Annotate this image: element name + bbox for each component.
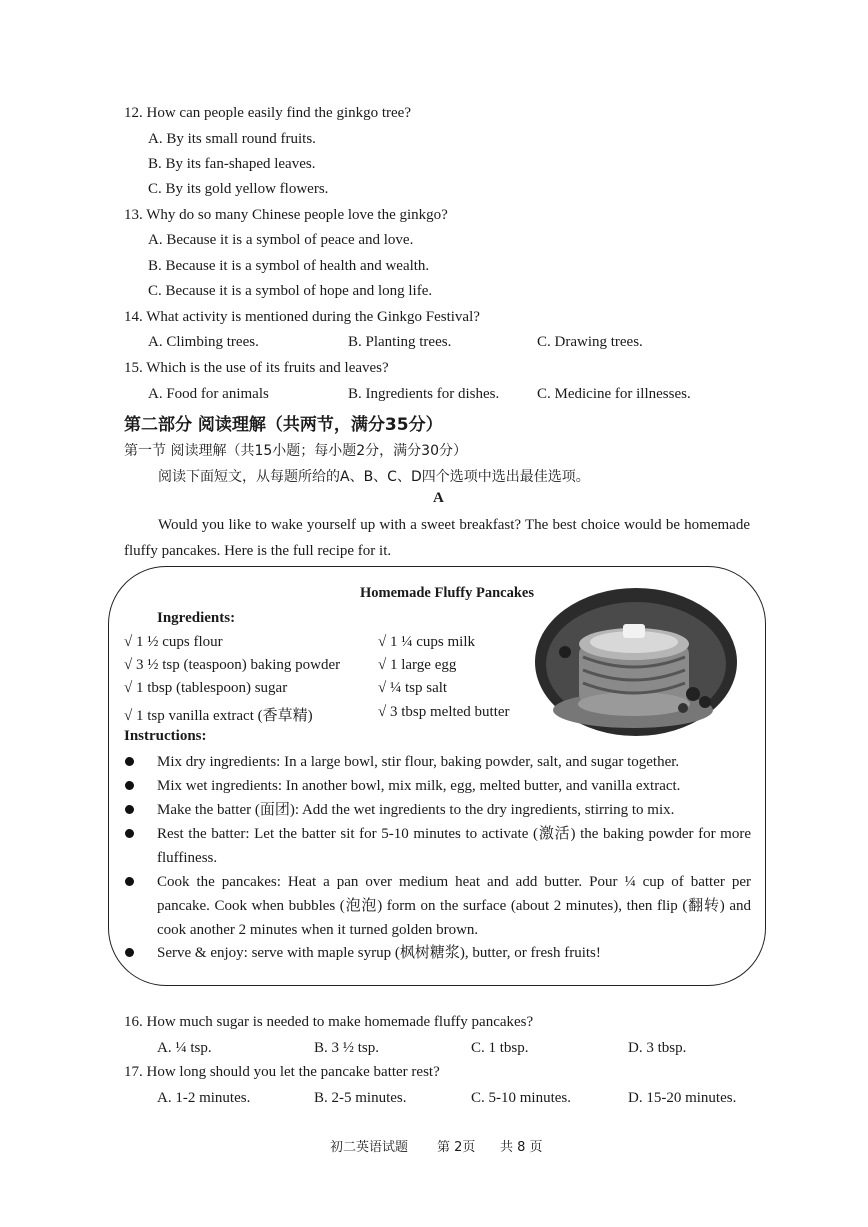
bullet-icon: [125, 829, 134, 838]
ingredient-item: √ 1 large egg: [378, 657, 457, 673]
ingredient-item: √ 1 tsp vanilla extract (香草精): [124, 708, 313, 724]
option-b: B. Ingredients for dishes.: [348, 386, 500, 402]
footer-page-number: 第 2页: [437, 1140, 476, 1155]
option-c: C. By its gold yellow flowers.: [148, 181, 329, 197]
instruction-step: Rest the batter: Let the batter sit for 5-10 minutes to activate (激活) the baking powder for more fluffiness.: [157, 826, 751, 866]
question-stem: 16. How much sugar is needed to make homemade fluffy pancakes?: [124, 1014, 534, 1030]
option-c: C. Medicine for illnesses.: [537, 386, 691, 402]
instruction-step: Cook the pancakes: Heat a pan over medium heat and add butter. Pour ¼ cup of batter per pancake. Cook when bubbles (泡泡) form on the surface (about 2 minutes), then flip (翻转) and cook another 2 minutes when it turned golden brown.: [157, 874, 751, 938]
option-a: A. ¼ tsp.: [157, 1040, 212, 1056]
bullet-icon: [125, 805, 134, 814]
ingredient-item: √ ¼ tsp salt: [378, 680, 448, 696]
instructions-heading: Instructions:: [124, 728, 207, 744]
option-c: C. Because it is a symbol of hope and long life.: [148, 283, 433, 299]
option-d: D. 3 tbsp.: [628, 1040, 687, 1056]
part-title: 第二部分 阅读理解（共两节，满分35分）: [124, 415, 443, 435]
option-b: B. By its fan-shaped leaves.: [148, 156, 316, 172]
passage-intro: Would you like to wake yourself up with a sweet breakfast? The best choice would be homemade fluffy pancakes. Here is the full recipe for it.: [124, 517, 750, 559]
bullet-icon: [125, 948, 134, 957]
option-b: B. Because it is a symbol of health and wealth.: [148, 258, 430, 274]
option-d: D. 15-20 minutes.: [628, 1090, 737, 1106]
option-a: A. By its small round fruits.: [148, 131, 316, 147]
instruction-step: Mix wet ingredients: In another bowl, mix milk, egg, melted butter, and vanilla extract.: [157, 778, 681, 794]
question-stem: 14. What activity is mentioned during the Ginkgo Festival?: [124, 309, 480, 325]
option-a: A. Because it is a symbol of peace and love.: [148, 232, 414, 248]
question-stem: 17. How long should you let the pancake batter rest?: [124, 1064, 440, 1080]
ingredient-item: √ 1 ½ cups flour: [124, 634, 223, 650]
footer-total-pages: 共 8 页: [500, 1140, 543, 1155]
recipe-title: Homemade Fluffy Pancakes: [360, 585, 534, 601]
ingredient-item: √ 3 ½ tsp (teaspoon) baking powder: [124, 657, 341, 673]
bullet-icon: [125, 877, 134, 886]
option-a: A. Climbing trees.: [148, 334, 259, 350]
option-b: B. Planting trees.: [348, 334, 452, 350]
option-a: A. Food for animals: [148, 386, 269, 402]
question-stem: 15. Which is the use of its fruits and leaves?: [124, 360, 389, 376]
passage-label: A: [433, 490, 444, 506]
instruction-step: Serve & enjoy: serve with maple syrup (枫树糖浆), butter, or fresh fruits!: [157, 945, 601, 961]
bullet-icon: [125, 781, 134, 790]
option-c: C. Drawing trees.: [537, 334, 643, 350]
option-a: A. 1-2 minutes.: [157, 1090, 251, 1106]
ingredient-item: √ 1 tbsp (tablespoon) sugar: [124, 680, 288, 696]
pancake-stack-photo: [533, 582, 739, 738]
option-b: B. 3 ½ tsp.: [314, 1040, 380, 1056]
instruction-text: 阅读下面短文，从每题所给的A、B、C、D四个选项中选出最佳选项。: [158, 469, 590, 485]
question-stem: 13. Why do so many Chinese people love the ginkgo?: [124, 207, 448, 223]
instruction-step: Make the batter (面团): Add the wet ingredients to the dry ingredients, stirring to mix.: [157, 802, 675, 818]
bullet-icon: [125, 757, 134, 766]
ingredients-heading: Ingredients:: [157, 610, 236, 626]
option-c: C. 1 tbsp.: [471, 1040, 529, 1056]
ingredient-item: √ 1 ¼ cups milk: [378, 634, 475, 650]
option-b: B. 2-5 minutes.: [314, 1090, 407, 1106]
option-c: C. 5-10 minutes.: [471, 1090, 571, 1106]
instruction-step: Mix dry ingredients: In a large bowl, stir flour, baking powder, salt, and sugar together.: [157, 754, 680, 770]
ingredient-item: √ 3 tbsp melted butter: [378, 704, 510, 720]
subsection-title: 第一节 阅读理解（共15小题；每小题2分，满分30分）: [124, 443, 467, 459]
question-stem: 12. How can people easily find the ginkgo tree?: [124, 105, 411, 121]
footer-subject: 初二英语试题: [330, 1140, 409, 1155]
